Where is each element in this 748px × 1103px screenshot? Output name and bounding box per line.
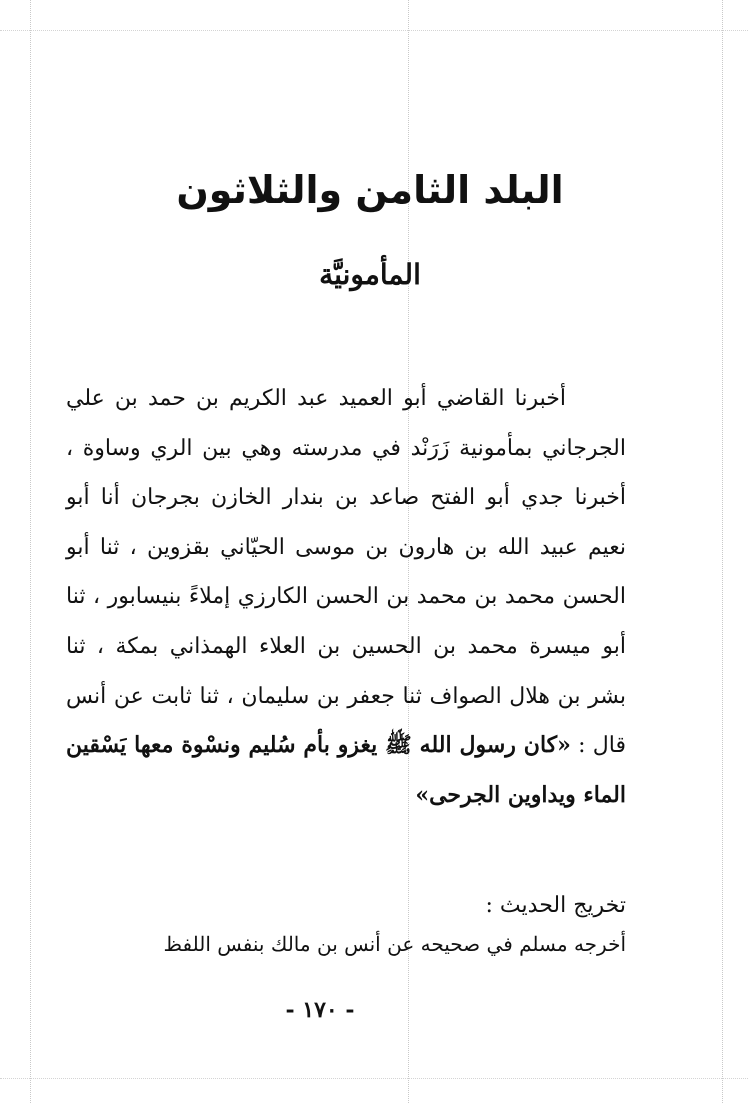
page-number: - ١٧٠ - <box>285 997 355 1023</box>
takhrij-text: أخرجه مسلم في صحيحه عن أنس بن مالك بنفس اللفظ <box>163 932 626 956</box>
isnad-text: أخبرنا القاضي أبو العميد عبد الكريم بن حمد بن علي الجرجاني بمأمونية زَرَنْد في مدرسته وهي بين الري وساوة ، أخبرنا جدي أبو الفتح صاعد بن بندار الخازن بجرجان أنا أبو نعيم عبيد الله بن هارون بن موسى الحيّاني بقزوين ، ثنا أبو الحسن محمد بن محمد بن الحسن الكارزي إملاءً بنيسابور ، ثنا أبو ميسرة محمد بن الحسين بن العلاء الهمذاني بمكة ، ثنا بشر بن هلال الصواف ثنا جعفر بن سليمان ، ثنا ثابت عن أنس قال : <box>66 386 627 759</box>
chapter-title: البلد الثامن والثلاثون <box>176 168 564 212</box>
chapter-subtitle: المأمونيَّة <box>319 258 421 291</box>
takhrij-heading: تخريج الحديث : <box>485 893 626 918</box>
body-paragraph <box>66 374 626 820</box>
hadith-text: «كان رسول الله ﷺ يغزو بأم سُليم ونسْوة معها يَسْقين الماء ويداوين الجرحى» <box>66 732 626 808</box>
